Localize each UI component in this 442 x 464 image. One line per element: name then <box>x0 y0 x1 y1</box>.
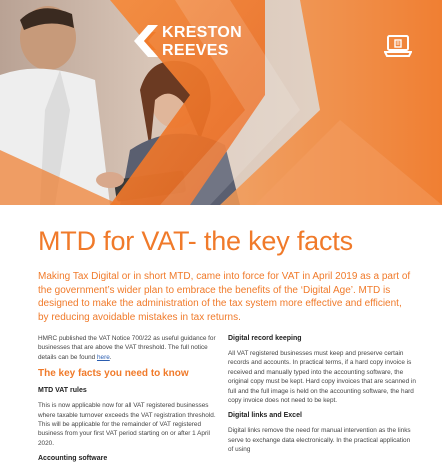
logo-text-reeves: REEVES <box>162 42 229 59</box>
record-keeping-paragraph: All VAT registered businesses must keep and preserve certain records and accounts. In practical terms, if a hard copy invoice is received and manually typed into the accounting software, the original copy must be kept. Hard copy invoices that are scanned in full and the full image is held on the accounting software, the hard copy invoice does not need to be kept. <box>228 350 416 405</box>
notice-link[interactable]: here <box>96 353 110 361</box>
hero-banner <box>0 0 442 205</box>
mtd-rules-heading: MTD VAT rules <box>38 387 87 395</box>
intro-paragraph: Making Tax Digital or in short MTD, came into force for VAT in April 2019 as a part of the government’s wider plan to embrace the benefits of the ‘Digital Age’. MTD is designed to make the administration of the tax system more effective and efficient, by reducing avoidable mistakes in tax returns. <box>38 271 411 323</box>
right-column <box>228 334 416 461</box>
digital-links-heading: Digital links and Excel <box>228 412 302 420</box>
digital-links-paragraph: Digital links remove the need for manual intervention as the links serve to exchange data electronically. In the practical application of using <box>228 427 411 454</box>
logo-chevron-icon <box>132 23 162 59</box>
left-column <box>38 334 220 464</box>
accounting-software-heading: Accounting software <box>38 455 108 463</box>
notice-text-end: . <box>109 353 112 361</box>
laptop-icon <box>384 34 412 58</box>
notice-text: HMRC published the VAT Notice 700/22 as useful guidance for businesses that are above the VAT threshold. The full notice details can be found <box>38 335 216 361</box>
logo-text-kreston: KRESTON <box>162 24 243 41</box>
notice-paragraph <box>38 334 220 362</box>
kreston-reeves-logo[interactable] <box>132 17 250 65</box>
mtd-rules-paragraph: This is now applicable now for all VAT registered businesses where taxable turnover exceeds the VAT registration threshold. This will be applicable for the remainder of VAT registered business from your first VAT period starting on or after 1 April 2020. <box>38 402 216 447</box>
record-keeping-heading: Digital record keeping <box>228 335 302 342</box>
page-title: MTD for VAT- the key facts <box>38 226 353 256</box>
key-facts-heading: The key facts you need to know <box>38 368 189 380</box>
